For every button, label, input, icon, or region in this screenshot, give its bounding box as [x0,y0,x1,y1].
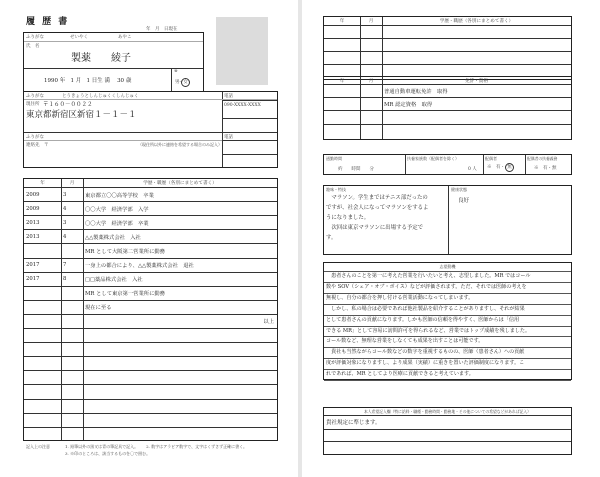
postal-code[interactable]: 〒１６０－００２２ [43,102,93,108]
history-row[interactable] [24,384,277,398]
history-text[interactable]: 東京都立〇〇高等学校 卒業 [85,192,154,199]
history-table [23,178,278,441]
history-row[interactable] [24,258,277,272]
history-row[interactable] [24,215,277,229]
license-text[interactable]: MR 認定資格 取得 [384,102,433,109]
history-year[interactable] [24,400,61,413]
history-row[interactable] [24,314,277,328]
license-year[interactable] [324,98,360,110]
spouse-value[interactable]: ※ 有・ 無 [487,163,514,172]
history-text[interactable] [83,428,277,441]
wishes-value[interactable]: 貴社規定に準じます。 [326,420,381,426]
contact-note: （現住所以外に連絡を希望する場合のみ記入） [138,142,222,147]
history-year[interactable]: 2009 [26,191,40,198]
history-year[interactable] [24,414,61,427]
history-month[interactable] [61,287,83,300]
furigana-given[interactable]: あやこ [118,35,132,40]
name-label: 氏 名 [26,44,40,49]
history-month[interactable] [61,329,83,342]
hobbies-label: 趣味・特技 [326,187,346,192]
history-text[interactable]: □□薬品株式会社 入社 [85,277,143,284]
history-year[interactable] [24,385,61,398]
history-year[interactable]: 2013 [26,233,40,240]
dependents-label: 扶養家族数（配偶者を除く） [407,156,459,161]
sex-female-circled: 女 [181,78,190,87]
photo-placeholder [216,17,268,85]
history-year[interactable] [24,343,61,356]
motivation-label: 志望動機 [439,264,456,269]
license-row[interactable] [324,110,571,123]
history-year[interactable] [24,287,61,300]
history-text[interactable] [83,385,277,398]
history-year[interactable] [24,315,61,328]
history-row[interactable] [24,328,277,342]
history-month[interactable] [61,244,83,257]
license-month[interactable] [360,111,382,123]
history-text[interactable]: 以上 [263,319,274,326]
spouse-support-value[interactable]: ※ 有・無 [534,166,557,171]
sex-note: ※ [174,69,178,74]
motivation-line: 数や SOV（シェア・オブ・ボイス）などが評価されます。ただ、それでは医師の考えを [326,283,527,290]
history-continued-table [323,16,572,80]
contact-phone-label: 電話 [224,135,233,140]
motivation-line: 貴社も当然ながらコール数などの数字を重視するものの、医師（患者さん）への貢献 [326,349,525,356]
history-year[interactable] [24,357,61,370]
history-month[interactable]: 8 [63,276,67,283]
history-text[interactable] [83,329,277,342]
family-info-row [323,154,572,175]
history-row[interactable] [24,229,277,243]
history-text[interactable]: MR として東京第一営業所に勤務 [85,291,165,298]
license-year[interactable] [324,111,360,123]
contact-furigana-label: ふりがな [26,135,44,140]
history-year[interactable] [24,301,61,314]
motivation-line: コール数など、無理な営業をしなくても成果を出すことは可能です。 [326,338,484,345]
birthdate[interactable]: 1990 年 1 月 1 日生 満 30 歳 [44,78,132,84]
history-month[interactable] [61,428,83,441]
spouse-label: 配偶者 [485,156,497,161]
health-value[interactable]: 良好 [458,198,470,204]
history-month[interactable] [61,371,83,384]
header-year: 年 [339,19,345,24]
history-month[interactable] [61,301,83,314]
motivation-line: 患者さんのことを第一に考えた営業を行いたいと考え、志望しました。MR ではコール [326,273,531,279]
history-row[interactable] [24,427,277,441]
license-year[interactable] [324,85,360,97]
address-furigana[interactable]: とうきょうとしんじゅくくしんじゅく [62,94,139,99]
history-month[interactable]: 4 [63,205,67,212]
hobbies-text[interactable]: マラソン。学生まではテニス部だったの ですが、社会人になってマラソンをするよ うになりました。 次回は東京マラソンに出場する予定で す。 [326,195,429,241]
history-month[interactable]: 3 [63,219,67,226]
motivation-line: れであれば、MR としてより医療に貢献できると考えています。 [326,371,474,378]
license-row[interactable] [324,124,571,137]
history-year[interactable] [24,244,61,257]
history-year[interactable]: 2017 [26,262,40,269]
history-text[interactable]: 現在に至る [85,305,112,312]
motivation-line: できる MR」として容易に訪問許可を得られるなど、営業ではトップ成績を残しました。 [326,327,531,334]
phone-label: 電話 [224,94,233,99]
motivation-line: 無視し、自分の都合を押し付ける営業活動になってしまいます。 [326,294,474,301]
license-text[interactable] [382,125,571,137]
phone-value[interactable]: 090-XXXX-XXXX [224,103,261,108]
furigana-family[interactable]: せいやく [70,35,88,40]
history-text[interactable] [83,357,277,370]
history-row[interactable] [24,201,277,215]
spouse-none-circled: 無 [505,163,514,172]
health-label: 健康状態 [451,187,467,192]
license-header-month: 月 [368,78,374,84]
header-history: 学歴・職歴（各別にまとめて書く） [439,19,514,24]
history-year[interactable] [24,371,61,384]
resume-page-1 [0,0,298,477]
history-header: 年 月 学歴・職歴（各別にまとめて書く） [40,181,217,186]
notes-line-1: 1. 鉛筆以外の黒又は青の筆記具で記入。 2. 数字はアラビア数字で、文字はくずさず正確に書く。 [65,444,248,449]
notes-label: 記入上の注意 [26,444,50,449]
history-month[interactable] [61,343,83,356]
motivation-line: しかし、私の場合は必要であれば他社製品を紹介することがありますし、それが結果 [326,305,525,312]
commute-label: 通勤時間 [326,156,342,161]
license-header-title: 免許・資格 [465,78,488,84]
license-year[interactable] [324,125,360,137]
history-month[interactable] [61,400,83,413]
history-row[interactable] [24,272,277,286]
history-text[interactable] [83,343,277,356]
motivation-line: 度が評価対象になりますし、より成果（実績）に重きを置いた評価制度になります。こ [326,360,525,367]
history-year[interactable]: 2009 [26,205,40,212]
history-row[interactable] [24,243,277,257]
motivation-block [323,262,572,380]
date-header: 年 月 日現在 [146,27,178,32]
history-year[interactable]: 2017 [26,276,40,283]
history-row[interactable] [24,300,277,314]
history-row[interactable] [24,187,277,201]
licenses-table [323,76,572,140]
history-year[interactable]: 2013 [26,219,40,226]
history-text[interactable]: 一身上の都合により、△△製薬株式会社 退社 [85,263,194,270]
license-row[interactable] [324,97,571,110]
commute-value[interactable]: 約 時間 分 [338,167,374,172]
motivation-line: として患者さんの貢献になります。しかも医師の信頼を得やすく、医師からは「信用 [326,316,520,323]
license-text[interactable] [382,111,571,123]
spouse-support-label: 配偶者の扶養義務 [527,156,558,161]
history-text[interactable]: MR として大阪第二営業所に勤務 [85,248,165,255]
history-month[interactable]: 7 [63,262,67,269]
history-text[interactable]: 〇〇大学 経済学部 卒業 [85,220,149,227]
license-month[interactable] [360,85,382,97]
address-value[interactable]: 東京都新宿区新宿１－１－１ [26,110,137,120]
full-name[interactable]: 製薬 綾子 [71,53,131,64]
wishes-label: 本人希望記入欄（特に給料・職種・勤務時間・勤務地・その他についての希望などがあれば記入） [364,409,531,414]
name-block [23,32,204,92]
license-header-year: 年 [339,78,345,84]
license-month[interactable] [360,98,382,110]
history-text[interactable] [83,400,277,413]
address-label: 現住所 [26,102,40,107]
history-row[interactable] [24,413,277,427]
history-month[interactable] [61,414,83,427]
history-text[interactable]: 〇〇大学 経済学部 入学 [85,206,149,213]
history-month[interactable] [61,357,83,370]
history-text[interactable] [83,371,277,384]
furigana-label: ふりがな [26,35,44,40]
history-row[interactable] [24,356,277,370]
history-month[interactable] [61,385,83,398]
resume-page-2 [302,0,600,477]
history-row[interactable] [24,342,277,356]
history-row[interactable] [24,399,277,413]
history-text[interactable]: △△製薬株式会社 入社 [85,234,141,241]
history-month[interactable] [61,315,83,328]
wishes-block [323,407,572,455]
contact-label: 連絡先 〒 [26,143,49,148]
history-row[interactable] [24,370,277,384]
history-month[interactable]: 4 [63,233,67,240]
history-text[interactable] [83,414,277,427]
license-text[interactable]: 普通自動車運転免許 取得 [384,89,448,96]
notes-line-2: 3. ※印のところは、該当するものを〇で囲む。 [65,451,151,456]
header-month: 月 [368,19,374,24]
sex-selector[interactable]: 男- 女 [175,78,190,87]
history-year[interactable] [24,428,61,441]
address-block [23,91,278,168]
history-month[interactable]: 3 [63,191,67,198]
history-row[interactable] [24,286,277,300]
license-month[interactable] [360,125,382,137]
license-row[interactable] [324,84,571,97]
hobbies-health-block [323,185,572,255]
dependents-value[interactable]: 0 人 [468,167,477,172]
history-year[interactable] [24,329,61,342]
resume-title: 履 歴 書 [26,17,70,27]
address-furigana-label: ふりがな [26,94,44,99]
